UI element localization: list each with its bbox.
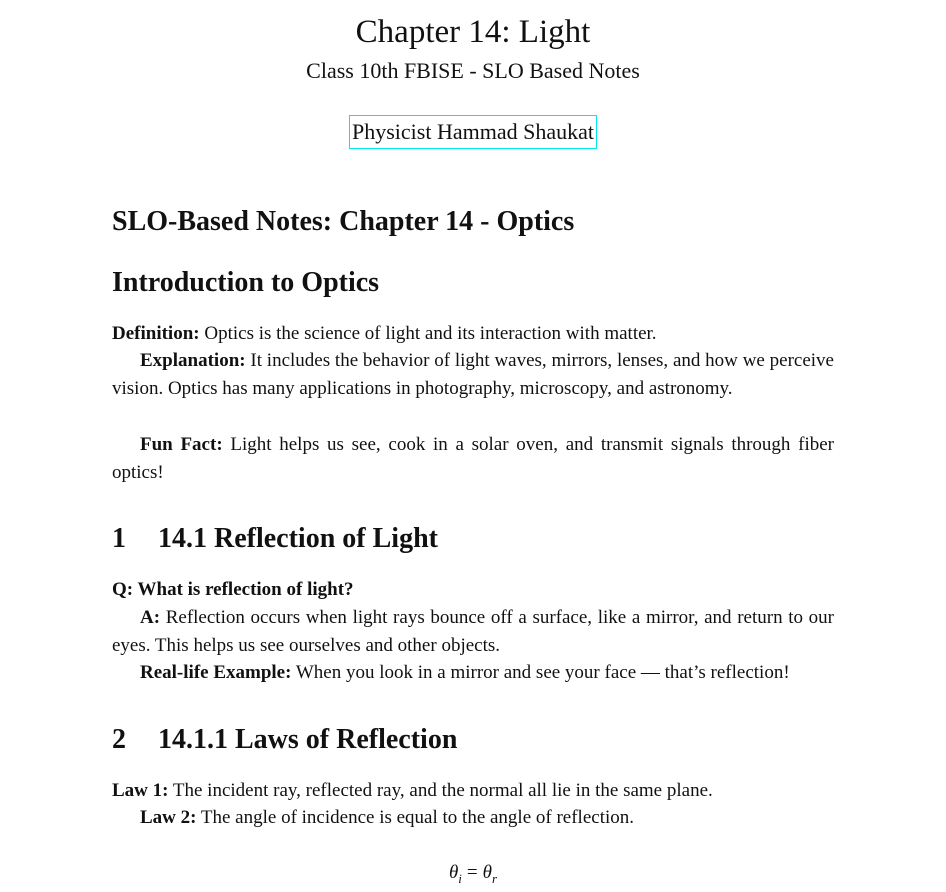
document-title: Chapter 14: Light [355,14,591,50]
law-2-label: Law 2: [140,807,197,828]
answer-paragraph [112,604,834,660]
equation-rhs: θ [482,862,492,883]
equation-lhs-subscript: i [458,870,462,886]
law-1-label: Law 1: [112,780,169,801]
section-2-title: 14.1.1 Laws of Reflection [158,724,458,755]
section-1-title: 14.1 Reflection of Light [158,523,438,554]
answer-text: Reflection occurs when light rays bounce off a surface, like a mirror, and return to our eyes. This helps us see ourselves and other objects. [112,607,834,656]
author-link[interactable]: Physicist Hammad Shaukat [349,115,597,149]
question-text: Q: What is reflection of light? [112,579,354,600]
explanation-text: It includes the behavior of light waves, mirrors, lenses, and how we perceive vision. Optics has many applications in photography, microscopy, and astronomy. [112,350,834,399]
section-2-number: 2 [112,724,126,755]
equation-lhs: θ [448,862,459,883]
example-paragraph [112,659,834,687]
equation-rhs-subscript: r [491,870,498,886]
document-subtitle: Class 10th FBISE - SLO Based Notes [306,58,640,83]
definition-text: Optics is the science of light and its interaction with matter. [199,323,657,344]
explanation-label: Explanation: [140,350,246,371]
law-1-text: The incident ray, reflected ray, and the normal all lie in the same plane. [168,780,713,801]
section-1-number: 1 [112,523,126,554]
equation-operator: = [466,862,478,883]
reflection-equation [112,860,834,892]
definition-label: Definition: [112,323,200,344]
law-2-text: The angle of incidence is equal to the angle of reflection. [196,807,635,828]
notes-heading: SLO-Based Notes: Chapter 14 - Optics [112,206,575,237]
law-1-paragraph [112,777,834,805]
section-2-heading [112,723,457,757]
intro-heading: Introduction to Optics [112,267,380,298]
section-1-heading [112,522,438,556]
law-2-paragraph [112,804,834,832]
funfact-text: Light helps us see, cook in a solar oven, and transmit signals through fiber optics! [112,434,835,483]
funfact-label: Fun Fact: [140,434,223,455]
funfact-paragraph [112,431,834,487]
author-block [112,115,834,149]
example-label: Real-life Example: [140,662,292,683]
explanation-paragraph [112,347,834,403]
example-text: When you look in a mirror and see your face — that’s reflection! [291,662,790,683]
definition-paragraph [112,320,834,348]
answer-label: A: [140,607,161,628]
